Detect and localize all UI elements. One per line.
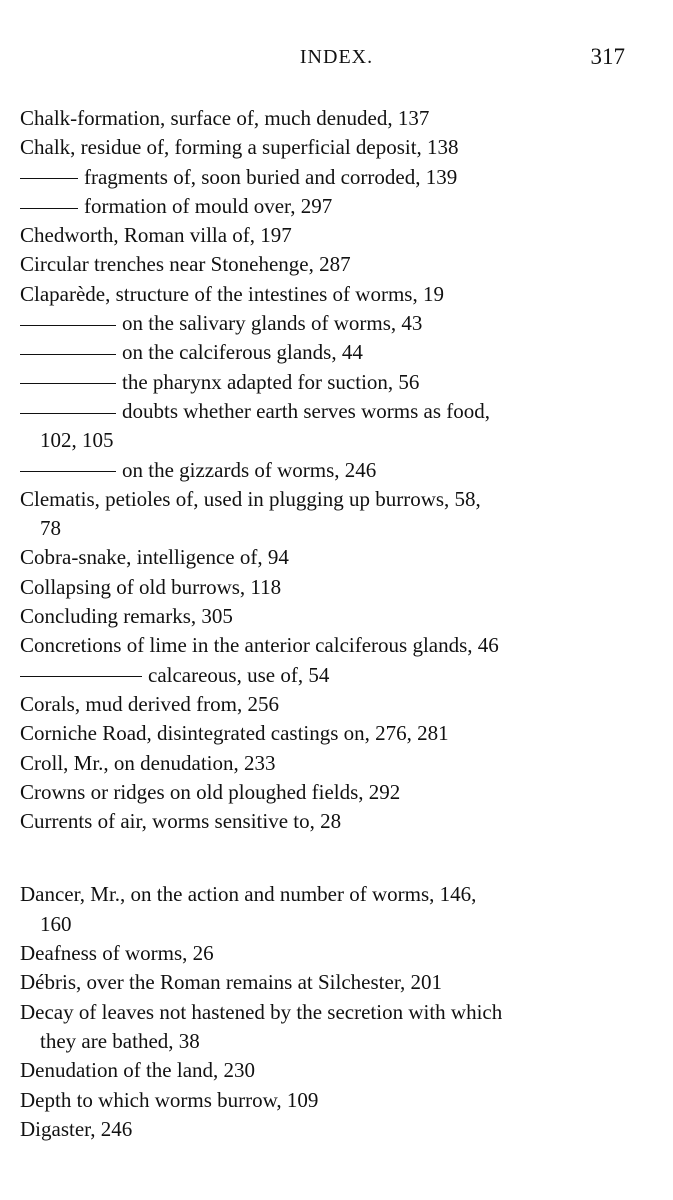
index-entry: [20, 968, 625, 997]
index-entry-text: Chalk, residue of, forming a superficial deposit, 138: [20, 135, 459, 160]
index-entry-main: [20, 631, 625, 660]
index-letter-group: [20, 880, 625, 1144]
index-letter-group: [20, 104, 625, 836]
index-entry-main: [20, 807, 625, 836]
index-entry-main: [20, 1086, 625, 1115]
index-entry: [20, 778, 625, 807]
index-entry-text: Concluding remarks, 305: [20, 604, 233, 629]
index-entry: [20, 309, 625, 338]
index-entry-text: Débris, over the Roman remains at Silchester, 201: [20, 970, 442, 995]
index-entry: [20, 749, 625, 778]
index-entry-main: [20, 221, 625, 250]
index-entry: [20, 543, 625, 572]
running-header-title: INDEX.: [299, 46, 374, 68]
index-entry-main: [20, 192, 625, 221]
index-entry: [20, 104, 625, 133]
index-entry: [20, 133, 625, 162]
index-entry-main: [20, 661, 625, 690]
index-entry-text: Clematis, petioles of, used in plugging up burrows, 58,: [20, 486, 481, 511]
index-entry: [20, 397, 625, 456]
index-entry-main: [20, 602, 625, 631]
ditto-dash: [20, 178, 78, 179]
ditto-dash: [20, 471, 116, 472]
index-entry-text: Claparède, structure of the intestines of worms, 19: [20, 281, 444, 306]
index-entry-continuation: 160: [40, 911, 72, 936]
index-entry-text: formation of mould over, 297: [84, 193, 333, 218]
index-entry-text: Denudation of the land, 230: [20, 1058, 256, 1083]
index-entry-text: Crowns or ridges on old ploughed fields, 292: [20, 779, 401, 804]
index-entry-text: Currents of air, worms sensitive to, 28: [20, 809, 342, 834]
index-entry-text: the pharynx adapted for suction, 56: [122, 369, 420, 394]
index-entry-main: [20, 338, 625, 367]
index-entry: [20, 192, 625, 221]
page-number: 317: [590, 44, 625, 69]
index-entry-text: Collapsing of old burrows, 118: [20, 574, 282, 599]
index-entry-continuation: 78: [40, 516, 61, 541]
index-entry-text: Corals, mud derived from, 256: [20, 691, 279, 716]
index-entry-text: Decay of leaves not hastened by the secretion with which: [20, 999, 503, 1024]
ditto-dash: [20, 676, 142, 677]
index-entry: [20, 456, 625, 485]
index-entry-main: [20, 939, 625, 968]
index-entry: [20, 280, 625, 309]
index-entry-main: [20, 456, 625, 485]
ditto-dash: [20, 325, 116, 326]
index-entry-text: Dancer, Mr., on the action and number of worms, 146,: [20, 882, 477, 907]
index-entry: [20, 998, 625, 1057]
index-entry: [20, 939, 625, 968]
index-entry-main: [20, 397, 625, 426]
index-entry: [20, 163, 625, 192]
index-entry: [20, 807, 625, 836]
index-entry: [20, 1056, 625, 1085]
index-entry-text: fragments of, soon buried and corroded, 139: [84, 164, 458, 189]
index-entry: [20, 573, 625, 602]
ditto-dash: [20, 413, 116, 414]
index-entry-main: [20, 749, 625, 778]
index-entry-text: Cobra-snake, intelligence of, 94: [20, 545, 289, 570]
index-entry-text: Chedworth, Roman villa of, 197: [20, 223, 292, 248]
index-entry-text: Circular trenches near Stonehenge, 287: [20, 252, 351, 277]
index-entry-continuation: they are bathed, 38: [40, 1028, 200, 1053]
index-entry-main: [20, 1056, 625, 1085]
index-entry: [20, 485, 625, 544]
index-entry-text: on the calciferous glands, 44: [122, 340, 363, 365]
index-entry-text: doubts whether earth serves worms as food,: [122, 398, 490, 423]
index-entry-continuation: 102, 105: [40, 428, 114, 453]
index-entry: [20, 880, 625, 939]
index-entry-main: [20, 280, 625, 309]
index-entries: [20, 104, 625, 1144]
index-entry: [20, 1115, 625, 1144]
index-entry: [20, 221, 625, 250]
index-entry-text: Deafness of worms, 26: [20, 941, 214, 966]
index-entry-main: [20, 998, 625, 1027]
index-entry-text: Concretions of lime in the anterior calciferous glands, 46: [20, 633, 499, 658]
index-entry: [20, 631, 625, 660]
index-entry: [20, 719, 625, 748]
index-entry-main: [20, 485, 625, 514]
index-entry: [20, 602, 625, 631]
index-entry-main: [20, 309, 625, 338]
index-entry-text: calcareous, use of, 54: [148, 662, 330, 687]
index-entry-main: [20, 543, 625, 572]
index-entry-text: Digaster, 246: [20, 1116, 133, 1141]
index-entry-text: Corniche Road, disintegrated castings on, 276, 281: [20, 721, 449, 746]
index-entry: [20, 1086, 625, 1115]
ditto-dash: [20, 208, 78, 209]
index-entry-main: [20, 719, 625, 748]
index-entry: [20, 338, 625, 367]
index-entry-main: [20, 968, 625, 997]
index-entry-main: [20, 778, 625, 807]
index-entry-main: [20, 573, 625, 602]
index-entry-main: [20, 133, 625, 162]
ditto-dash: [20, 383, 116, 384]
index-entry-text: Croll, Mr., on denudation, 233: [20, 750, 276, 775]
index-entry: [20, 690, 625, 719]
index-entry-text: on the gizzards of worms, 246: [122, 457, 377, 482]
ditto-dash: [20, 354, 116, 355]
index-entry: [20, 250, 625, 279]
index-entry-main: [20, 104, 625, 133]
index-entry-text: Chalk-formation, surface of, much denuded, 137: [20, 106, 430, 130]
index-entry-main: [20, 368, 625, 397]
index-entry: [20, 661, 625, 690]
index-entry: [20, 368, 625, 397]
index-entry-text: Depth to which worms burrow, 109: [20, 1087, 319, 1112]
index-entry-main: [20, 690, 625, 719]
index-entry-main: [20, 163, 625, 192]
index-entry-main: [20, 880, 625, 909]
index-entry-text: on the salivary glands of worms, 43: [122, 311, 423, 336]
index-entry-main: [20, 250, 625, 279]
index-entry-main: [20, 1115, 625, 1144]
